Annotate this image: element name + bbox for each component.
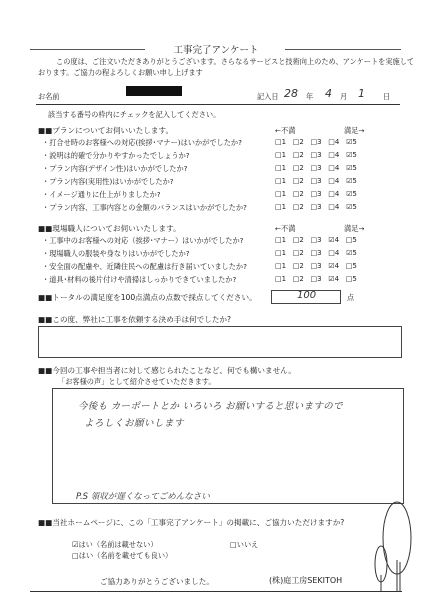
option-checkbox-checked[interactable]: ☑4	[328, 262, 340, 270]
date-year-unit: 年	[306, 92, 314, 101]
option-checkbox[interactable]: □2	[292, 138, 304, 146]
plan-question: ・打合せ時のお客様への対応(挨拶･マナー)はいかがでしたか?	[42, 138, 242, 147]
option-checkbox-checked[interactable]: ☑5	[346, 164, 357, 172]
option-checkbox[interactable]: □2	[292, 236, 304, 244]
option-checkbox-checked[interactable]: ☑5	[346, 190, 357, 198]
intro-line-1: この度は、ご注文いただきありがとうございます。さらなるサービスと技術向上のため、アンケートを実施して	[56, 57, 415, 66]
consent-yes-with-name[interactable]: □はい（名前を載せても良い）	[72, 551, 173, 560]
footer-company: (株)庭工房SEKITOH	[269, 576, 343, 585]
option-checkbox[interactable]: □1	[275, 249, 287, 257]
option-checkbox[interactable]: □3	[310, 190, 322, 198]
option-checkbox[interactable]: □4	[328, 203, 340, 211]
option-checkbox[interactable]: □4	[328, 190, 340, 198]
date-day: 1	[358, 87, 365, 100]
redacted-name	[126, 86, 182, 96]
option-checkbox[interactable]: □2	[292, 190, 304, 198]
homepage-consent-label: ■■当社ホームページに、この「工事完了アンケート」の掲載に、ご協力いただけますか?	[38, 518, 345, 527]
option-checkbox-checked[interactable]: ☑5	[346, 151, 357, 159]
option-checkbox[interactable]: □1	[275, 151, 287, 159]
option-checkbox[interactable]: □3	[310, 177, 322, 185]
option-checkbox-checked[interactable]: ☑5	[346, 249, 357, 257]
option-checkbox[interactable]: □5	[345, 275, 357, 283]
option-checkbox-checked[interactable]: ☑5	[346, 177, 357, 185]
staff-question: ・道具･材料の後片付けや清掃はしっかりできていましたか?	[42, 275, 237, 284]
plan-section-title: ■■プランについてお伺いいたします。	[38, 126, 174, 135]
option-checkbox[interactable]: □3	[310, 203, 322, 211]
comment-label: ■■今回の工事や担当者に対して感じられたことなど、何でも構いません。	[38, 366, 296, 375]
option-checkbox[interactable]: □2	[292, 203, 304, 211]
total-score-value: 100	[297, 290, 317, 301]
option-checkbox-checked[interactable]: ☑5	[346, 138, 357, 146]
option-checkbox[interactable]: □5	[345, 262, 357, 270]
option-checkbox[interactable]: □1	[275, 190, 287, 198]
option-checkbox[interactable]: □1	[275, 262, 287, 270]
total-score-unit: 点	[347, 293, 355, 302]
option-checkbox[interactable]: □1	[275, 138, 287, 146]
plan-question: ・説明は的確で分かりやすかったでしょうか?	[42, 151, 190, 160]
staff-question: ・現場職人の服装や身なりはいかがでしたか?	[42, 249, 190, 258]
footer-thanks: ご協力ありがとうございました。	[100, 577, 214, 586]
option-checkbox[interactable]: □4	[328, 138, 340, 146]
decision-label: ■■この度、弊社に工事を依頼する決め手は何でしたか?	[38, 315, 232, 324]
date-label: 記入日	[257, 92, 279, 101]
option-checkbox-checked[interactable]: ☑4	[328, 275, 340, 283]
staff-section-title: ■■現場職人についてお伺いいたします。	[38, 224, 181, 233]
plan-question: ・イメージ通りに仕上がりましたか?	[42, 190, 161, 199]
option-checkbox-checked[interactable]: ☑5	[346, 203, 357, 211]
plan-question: ・プラン内容(実用性)はいかがでしたか?	[42, 177, 174, 186]
option-checkbox[interactable]: □4	[328, 177, 340, 185]
name-underline	[36, 104, 400, 105]
option-checkbox[interactable]: □3	[310, 236, 322, 244]
option-checkbox[interactable]: □3	[310, 249, 322, 257]
intro-line-2: おります。ご協力の程よろしくお願い申し上げます	[38, 68, 203, 77]
voice-label: 「お客様の声」として紹介させていただきます。	[58, 377, 216, 386]
option-checkbox[interactable]: □4	[328, 151, 340, 159]
option-checkbox[interactable]: □2	[292, 164, 304, 172]
date-month: 4	[325, 87, 332, 100]
tree-icon	[370, 500, 420, 592]
staff-question: ・工事中のお客様への対応（挨拶･マナー）はいかがでしたか?	[42, 236, 244, 245]
instruction-text: 該当する番号の枠内にチェックを記入してください。	[48, 110, 221, 119]
option-checkbox[interactable]: □3	[310, 262, 322, 270]
option-checkbox[interactable]: □1	[275, 164, 287, 172]
option-checkbox[interactable]: □3	[310, 151, 322, 159]
staff-scale-right: 満足→	[344, 224, 365, 233]
staff-scale-left: ←不満	[275, 224, 296, 233]
staff-question: ・安全面の配慮や、近隣住民への配慮は行き届いていましたか?	[42, 262, 247, 271]
consent-no[interactable]: □いいえ	[230, 540, 259, 549]
option-checkbox[interactable]: □4	[328, 249, 340, 257]
option-checkbox[interactable]: □3	[310, 164, 322, 172]
option-checkbox[interactable]: □1	[275, 203, 287, 211]
header-rule-right	[285, 49, 401, 50]
option-checkbox[interactable]: □4	[328, 164, 340, 172]
option-checkbox[interactable]: □2	[292, 151, 304, 159]
plan-scale-right: 満足→	[344, 126, 365, 135]
option-checkbox[interactable]: □1	[275, 275, 287, 283]
name-label: お名前	[38, 92, 60, 101]
option-checkbox[interactable]: □2	[292, 249, 304, 257]
comment-handwritten-line-1: 今後も カーポートとか いろいろ お願いすると思いますので	[78, 401, 343, 412]
page-title: 工事完了アンケート	[0, 42, 432, 56]
option-checkbox[interactable]: □3	[310, 275, 322, 283]
option-checkbox[interactable]: □1	[275, 236, 287, 244]
date-year: 28	[284, 87, 298, 100]
total-score-label: ■■トータルの満足度を100点満点の点数で採点してください。	[38, 293, 257, 302]
option-checkbox[interactable]: □1	[275, 177, 287, 185]
option-checkbox[interactable]: □5	[345, 236, 357, 244]
option-checkbox[interactable]: □2	[292, 262, 304, 270]
option-checkbox[interactable]: □2	[292, 177, 304, 185]
comment-handwritten-line-2: よろしくお願いします	[84, 418, 185, 429]
plan-scale-left: ←不満	[275, 126, 296, 135]
footer-rule	[30, 591, 402, 592]
decision-answer-box[interactable]	[38, 326, 402, 358]
date-month-unit: 月	[340, 92, 348, 101]
option-checkbox[interactable]: □2	[292, 275, 304, 283]
comment-handwritten-ps: P.S 領収が遅くなってごめんなさい	[76, 492, 210, 502]
plan-question: ・プラン内容(デザイン性)はいかがでしたか?	[42, 164, 188, 173]
date-day-unit: 日	[383, 92, 391, 101]
option-checkbox-checked[interactable]: ☑4	[328, 236, 340, 244]
consent-yes-no-name[interactable]: ☑はい（名前は載せない）	[72, 540, 158, 549]
option-checkbox[interactable]: □3	[310, 138, 322, 146]
plan-question: ・プラン内容、工事内容との金額のバランスはいかがでしたか?	[42, 203, 247, 212]
